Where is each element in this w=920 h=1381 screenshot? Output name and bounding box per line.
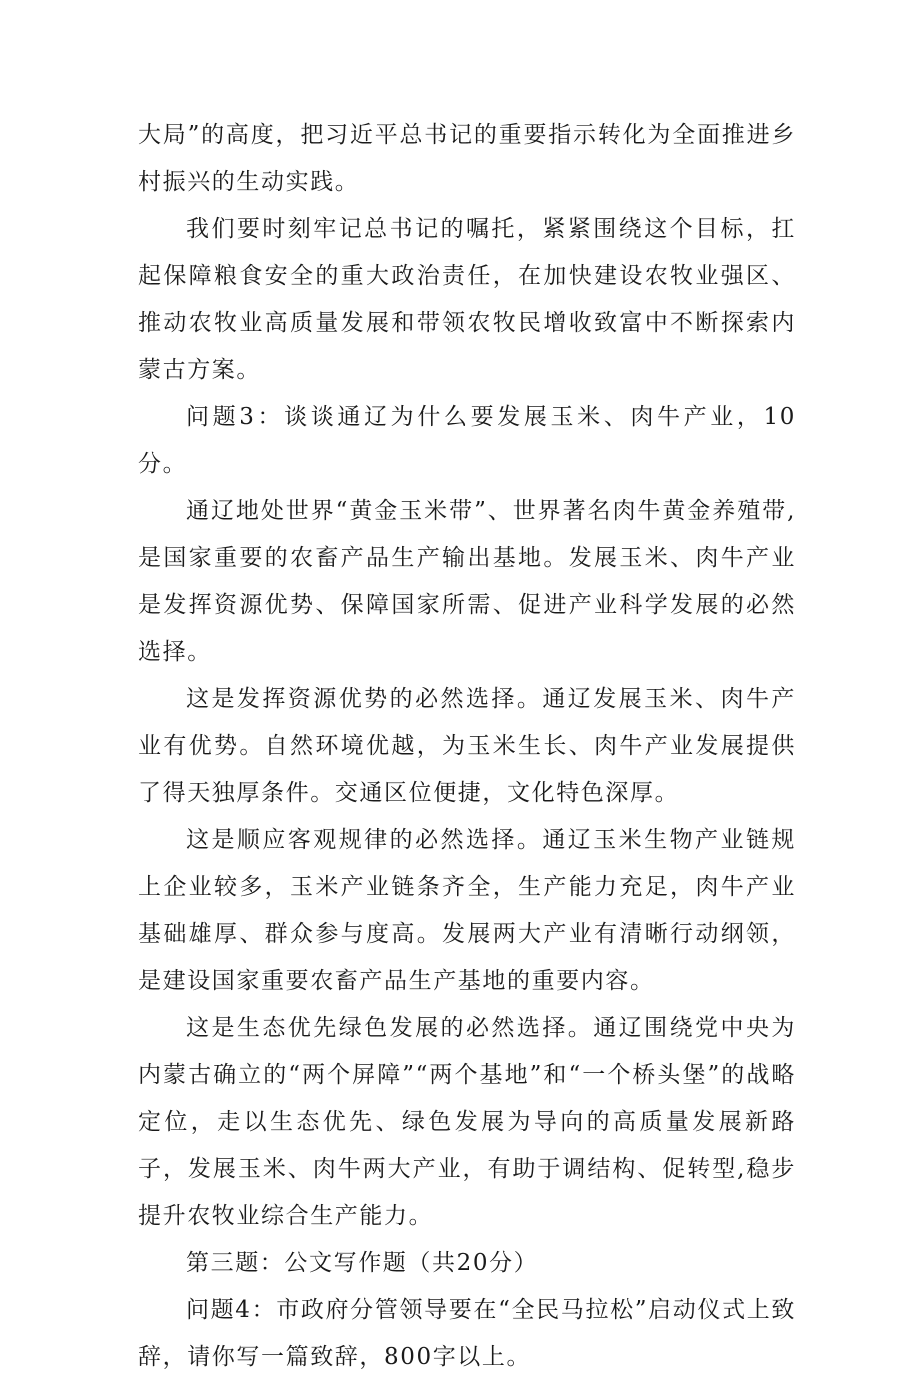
paragraph-objective-law: 这是顺应客观规律的必然选择。通辽玉米生物产业链规上企业较多，玉米产业链条齐全，生产能力充足，肉牛产业基础雄厚、群众参与度高。发展两大产业有清晰行动纲领，是建设国家重要农畜产品生产基地的重要内容。	[138, 827, 796, 994]
paragraph-responsibility: 我们要时刻牢记总书记的嘱托，紧紧围绕这个目标，扛起保障粮食安全的重大政治责任，在加快建设农牧业强区、推动农牧业高质量发展和带领农牧民增收致富中不断探索内蒙古方案。	[138, 216, 796, 383]
paragraph-continuation: 大局”的高度，把习近平总书记的重要指示转化为全面推进乡村振兴的生动实践。	[138, 122, 796, 195]
question-4-heading: 问题4：市政府分管领导要在“全民马拉松”启动仪式上致辞，请你写一篇致辞，800字以上。	[138, 1297, 796, 1370]
question-3-heading: 问题3：谈谈通辽为什么要发展玉米、肉牛产业，10分。	[138, 404, 796, 477]
paragraph-overview: 通辽地处世界“黄金玉米带”、世界著名肉牛黄金养殖带,是国家重要的农畜产品生产输出基地。发展玉米、肉牛产业是发挥资源优势、保障国家所需、促进产业科学发展的必然选择。	[138, 498, 796, 665]
paragraph-resource-advantage: 这是发挥资源优势的必然选择。通辽发展玉米、肉牛产业有优势。自然环境优越，为玉米生长、肉牛产业发展提供了得天独厚条件。交通区位便捷，文化特色深厚。	[138, 686, 796, 806]
document-body	[138, 112, 796, 1381]
section-3-heading: 第三题：公文写作题（共20分）	[186, 1250, 539, 1276]
paragraph-green-development: 这是生态优先绿色发展的必然选择。通辽围绕党中央为内蒙古确立的“两个屏障”“两个基地”和“一个桥头堡”的战略定位，走以生态优先、绿色发展为导向的高质量发展新路子，发展玉米、肉牛两大产业，有助于调结构、促转型,稳步提升农牧业综合生产能力。	[138, 1015, 796, 1229]
